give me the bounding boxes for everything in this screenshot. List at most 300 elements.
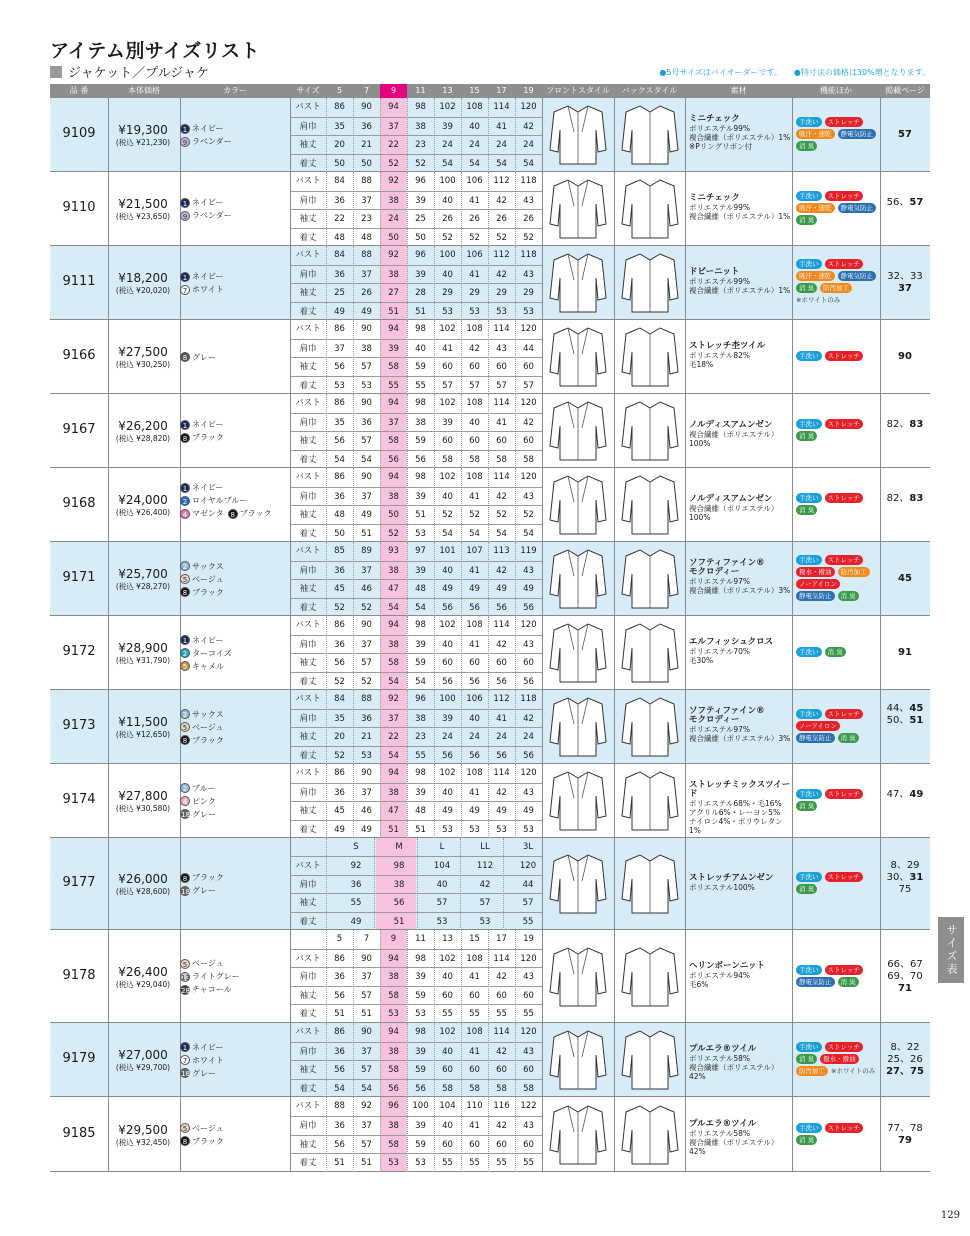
size-row (290, 468, 542, 487)
material-line: ポリエステル70% (689, 647, 750, 656)
color-list (180, 196, 290, 222)
size-divider (488, 930, 489, 1023)
size-value: 90 (361, 324, 372, 334)
table-row (50, 394, 930, 468)
size-value: 100 (439, 176, 456, 186)
size-row (290, 542, 542, 561)
size-value: 36 (334, 195, 345, 206)
size-divider (326, 172, 327, 246)
size-row (290, 505, 542, 524)
size-label: 袖丈 (299, 362, 317, 372)
color-list (180, 1122, 290, 1148)
size-label: 袖丈 (299, 214, 317, 224)
size-row (290, 413, 542, 432)
page-line (880, 1123, 930, 1135)
page-refs (880, 860, 930, 896)
size-value: 98 (415, 768, 426, 778)
size-value: 106 (466, 176, 483, 186)
column-divider (614, 394, 615, 467)
color-item (180, 782, 290, 795)
size-value: 60 (469, 1065, 480, 1075)
size-value: 90 (361, 472, 372, 482)
size-value: 39 (415, 195, 426, 206)
color-chip: 8 (180, 587, 190, 597)
size-value: 60 (523, 362, 534, 372)
material-line: ※Pリングリボン付 (689, 142, 753, 151)
function-badge: 手洗い (796, 709, 822, 719)
size-value: 90 (361, 768, 372, 778)
size-value: 42 (496, 639, 507, 650)
function-badge: 消 臭 (796, 505, 817, 515)
size-row (290, 561, 542, 580)
size-value: 38 (415, 121, 426, 132)
size-value: 37 (334, 343, 345, 354)
size-value: 42 (523, 417, 534, 428)
size-value: 97 (415, 546, 426, 556)
size-value: 60 (469, 658, 480, 668)
color-list (180, 957, 290, 996)
size-divider (407, 616, 408, 690)
size-value: 37 (361, 639, 372, 650)
material-line: 複合繊維（ポリエステル）1% (689, 133, 791, 142)
page-line (880, 1066, 930, 1078)
function-badges (792, 351, 880, 361)
size-row (290, 856, 542, 874)
material-title-2: モクロディー (689, 567, 740, 577)
page-ref: 56、 (886, 197, 910, 208)
material-line: ポリエステル97% (689, 725, 750, 734)
size-divider (353, 930, 354, 1023)
size-value: 49 (469, 584, 480, 594)
size-divider (488, 394, 489, 468)
size-label: 着丈 (299, 306, 317, 317)
size-divider (326, 394, 327, 468)
size-label: バスト (295, 1101, 321, 1111)
size-value: 52 (523, 510, 534, 520)
size-value: 92 (388, 176, 399, 186)
size-divider (380, 542, 381, 616)
size-value: 54 (469, 528, 480, 539)
size-value: 42 (496, 787, 507, 798)
size-label: 肩巾 (299, 879, 317, 890)
size-value: 56 (496, 676, 507, 687)
color-item (180, 734, 290, 747)
size-value: 50 (334, 158, 345, 169)
size-row (290, 431, 542, 450)
size-value: 94 (388, 472, 399, 482)
side-tab[interactable]: サイズ表 (938, 917, 964, 983)
color-chip: 1 (180, 198, 190, 208)
size-header-cell: LL (480, 842, 490, 852)
size-label: 袖丈 (299, 658, 317, 668)
front-illustration (546, 1102, 610, 1172)
size-value: 120 (520, 1027, 537, 1037)
size-value: 54 (523, 158, 534, 169)
item-number: 9111 (62, 274, 96, 289)
size-value: 49 (523, 806, 534, 816)
price-main: ¥28,900 (118, 641, 168, 655)
size-divider (488, 690, 489, 764)
size-value: 46 (361, 584, 372, 594)
front-illustration (546, 102, 610, 172)
size-value: 55 (523, 1009, 534, 1020)
color-name: ベージュ (192, 959, 224, 968)
material (685, 874, 792, 892)
size-grid (290, 468, 542, 542)
size-value: 56 (334, 362, 345, 372)
size-divider (380, 394, 381, 468)
item-number: 9174 (62, 792, 96, 807)
material (685, 559, 792, 595)
size-value: 112 (493, 176, 510, 186)
size-value: 48 (415, 806, 426, 816)
function-badge: 静電気防止 (796, 591, 835, 601)
size-value: 51 (361, 528, 372, 539)
size-divider (326, 98, 327, 172)
header-size-5: 5 (336, 86, 343, 95)
size-label: 袖丈 (299, 510, 317, 520)
size-value: 102 (439, 398, 456, 408)
size-value: 120 (520, 953, 537, 964)
header-color: カラー (223, 86, 247, 95)
size-divider (515, 320, 516, 394)
page-line (880, 419, 930, 431)
size-value: 48 (361, 232, 372, 243)
color-list (180, 634, 290, 673)
size-divider (353, 1097, 354, 1172)
function-badge: 静電気防止 (838, 203, 877, 213)
function-badge: 吸汗・速乾 (796, 203, 835, 213)
material (685, 638, 792, 665)
size-value: 116 (493, 1101, 510, 1111)
color-chip: 1 (180, 483, 190, 493)
size-value: 52 (442, 232, 453, 243)
price-main: ¥19,300 (118, 123, 168, 137)
page-ref: 83 (909, 419, 924, 430)
size-header-cell: 15 (469, 934, 480, 944)
price-main: ¥26,400 (118, 964, 168, 979)
size-row (290, 1135, 542, 1154)
size-divider (353, 394, 354, 468)
size-value: 42 (496, 195, 507, 206)
page-ref: 27、75 (886, 1066, 924, 1077)
size-value: 37 (361, 565, 372, 576)
size-value: 42 (469, 343, 480, 354)
size-header-cell: 9 (390, 934, 397, 944)
size-value: 29 (496, 288, 507, 298)
size-value: 36 (361, 121, 372, 132)
size-divider (515, 172, 516, 246)
size-value: 92 (388, 250, 399, 260)
size-row (290, 524, 542, 543)
size-value: 42 (523, 713, 534, 724)
size-header-cell: M (395, 842, 403, 852)
size-divider (380, 690, 381, 764)
size-label: 袖丈 (299, 140, 317, 150)
color-name: ネイビー (192, 635, 224, 645)
size-divider (434, 98, 435, 172)
size-value: 58 (442, 454, 453, 465)
color-name: マゼンタ (192, 509, 224, 518)
material (685, 707, 792, 743)
size-divider (461, 320, 462, 394)
page-line (880, 493, 930, 505)
size-row (290, 228, 542, 247)
size-value: 58 (523, 1083, 534, 1094)
size-value: 60 (496, 1065, 507, 1075)
size-divider (326, 930, 327, 1023)
header-size-7: 7 (363, 86, 370, 95)
size-value: 39 (388, 343, 399, 354)
color-item (180, 1041, 290, 1054)
function-badge: 手洗い (796, 555, 822, 565)
function-badge: 防汚加工 (838, 567, 870, 577)
column-divider (542, 246, 543, 319)
size-label: 着丈 (299, 824, 317, 835)
size-value: 53 (334, 380, 345, 391)
size-value: 60 (469, 362, 480, 372)
color-name: グレー (192, 886, 216, 895)
function-badge: 撥水・撥油 (796, 567, 835, 577)
size-value: 57 (361, 436, 372, 446)
size-divider (353, 468, 354, 542)
material (685, 115, 792, 151)
color-chip: 2 (180, 496, 190, 506)
size-value: 102 (439, 1027, 456, 1037)
item-number: 9166 (62, 348, 96, 363)
color-list (180, 782, 290, 821)
size-divider (515, 468, 516, 542)
size-value: 49 (361, 510, 372, 520)
note-2: ●特寸法の価格は30%増となります。 (793, 68, 930, 77)
front-illustration (546, 768, 610, 838)
color-name: ブラック (192, 433, 224, 442)
size-grid (290, 320, 542, 394)
size-value: 60 (469, 1139, 480, 1150)
page-refs (880, 493, 930, 505)
page-line (880, 715, 930, 727)
size-value: 41 (469, 195, 480, 206)
size-divider (434, 542, 435, 616)
color-chip: 8 (180, 1136, 190, 1146)
function-badge: 消 臭 (796, 801, 817, 811)
size-grid (290, 172, 542, 246)
function-badge: ストレッチ (825, 555, 863, 565)
color-chip: 8 (228, 509, 238, 519)
size-divider (434, 930, 435, 1023)
size-divider (515, 246, 516, 320)
size-value: 40 (469, 121, 480, 132)
size-value: 120 (520, 472, 537, 482)
size-divider (461, 690, 462, 764)
size-label: 肩巾 (299, 121, 317, 132)
color-list (180, 418, 290, 444)
size-value: 52 (496, 232, 507, 243)
material-line: ポリエステル68%・毛16% (689, 799, 782, 808)
size-divider (353, 98, 354, 172)
size-value: 60 (523, 1065, 534, 1075)
size-divider (326, 246, 327, 320)
price-main: ¥11,500 (118, 715, 168, 729)
size-row (290, 357, 542, 376)
color-item (180, 808, 290, 821)
size-value: 35 (334, 121, 345, 132)
size-value: 40 (442, 269, 453, 280)
price-main: ¥27,000 (118, 1048, 168, 1062)
column-divider (542, 320, 543, 393)
size-row (290, 579, 542, 598)
size-value: 52 (361, 676, 372, 687)
size-value: 39 (415, 1120, 426, 1131)
size-value: 60 (442, 990, 453, 1001)
size-value: 22 (388, 732, 399, 742)
size-row (290, 98, 542, 117)
size-value: 56 (469, 676, 480, 687)
color-item (180, 957, 290, 970)
material-title: ストレッチミックスツイード (689, 780, 791, 799)
size-value: 55 (496, 1009, 507, 1020)
function-badge: 撥水・撥油 (820, 1054, 859, 1064)
table-row (50, 468, 930, 542)
color-chip: 28 (181, 986, 190, 995)
size-label: 袖丈 (299, 436, 317, 446)
material-line: ナイロン4%・ポリウレタン1% (689, 817, 783, 835)
size-label: 肩巾 (299, 269, 317, 280)
page-ref: 45 (898, 573, 912, 584)
size-divider (434, 246, 435, 320)
price (108, 197, 178, 222)
page-line (880, 283, 930, 295)
size-header-cell: 5 (336, 934, 343, 944)
size-value: 84 (334, 250, 345, 260)
size-value: 35 (334, 417, 345, 428)
size-value: 108 (466, 324, 483, 334)
function-badge: ※ホワイトのみ (831, 1067, 876, 1075)
size-value: 20 (334, 732, 345, 742)
size-value: 100 (439, 694, 456, 704)
size-divider (353, 246, 354, 320)
section-subtitle (50, 62, 209, 81)
size-value: 53 (523, 306, 534, 317)
item-number: 9173 (62, 718, 96, 733)
size-value: 54 (442, 528, 453, 539)
column-divider (542, 690, 543, 763)
page-ref: 50、 (886, 715, 910, 726)
size-value: 56 (415, 454, 426, 465)
size-value: 100 (412, 1101, 429, 1111)
front-illustration (546, 694, 610, 764)
page-number: 129 (940, 1210, 960, 1221)
size-value: 20 (334, 140, 345, 150)
size-value: 120 (520, 324, 537, 334)
back-illustration (618, 398, 682, 468)
size-row (290, 1004, 542, 1023)
column-divider (614, 616, 615, 689)
page-line (880, 351, 930, 363)
size-label: 肩巾 (299, 491, 317, 502)
size-value: 24 (469, 140, 480, 150)
size-value: 56 (469, 602, 480, 613)
function-badges (792, 191, 880, 225)
size-divider (407, 98, 408, 172)
column-divider (614, 930, 615, 1022)
column-divider (614, 542, 615, 615)
price-tax: (税込 ¥12,650) (115, 730, 171, 739)
size-value: 86 (334, 472, 345, 482)
size-divider (515, 394, 516, 468)
size-divider (461, 1097, 462, 1172)
size-value: 39 (442, 713, 453, 724)
size-value: 43 (523, 1046, 534, 1057)
page-ref: 30、 (886, 872, 910, 883)
size-value: 120 (520, 398, 537, 408)
size-label: 着丈 (299, 602, 317, 613)
color-item (180, 970, 290, 983)
price-tax: (税込 ¥21,230) (115, 138, 171, 147)
size-value: 23 (415, 140, 426, 150)
size-value: 26 (442, 214, 453, 224)
size-value: 94 (388, 768, 399, 778)
size-row (290, 394, 542, 413)
page-refs (880, 959, 930, 995)
page-line (880, 197, 930, 209)
size-grid (290, 764, 542, 838)
size-value: 49 (334, 824, 345, 835)
function-badge: ストレッチ (825, 117, 863, 127)
page-line (880, 884, 930, 896)
color-item (180, 795, 290, 808)
size-value: 58 (442, 1083, 453, 1094)
color-name: ブラック (192, 1136, 224, 1146)
size-value: 39 (415, 787, 426, 798)
color-item (180, 660, 290, 673)
size-row (290, 912, 542, 930)
front-illustration (546, 1027, 610, 1097)
size-divider (503, 838, 504, 930)
size-value: 90 (361, 953, 372, 964)
material-line: ポリエステル99% (689, 277, 750, 286)
page-line (880, 1054, 930, 1066)
function-badge: ストレッチ (825, 259, 863, 269)
page-ref: 90 (898, 351, 912, 362)
table-row (50, 1097, 930, 1172)
size-divider (434, 616, 435, 690)
material-line: ポリエステル99% (689, 124, 750, 133)
color-list (180, 871, 290, 897)
size-value: 47 (388, 584, 399, 594)
size-value: 60 (523, 1139, 534, 1150)
color-name: ラベンダー (192, 137, 232, 146)
size-value: 51 (388, 824, 399, 835)
size-value: 54 (388, 602, 399, 613)
size-value: 58 (388, 990, 399, 1001)
size-value: 98 (415, 1027, 426, 1037)
size-value: 45 (334, 806, 345, 816)
material-title: ストレッチアムンゼン (689, 873, 774, 883)
price-main: ¥27,500 (118, 345, 168, 359)
size-value: 56 (523, 602, 534, 613)
size-row (290, 820, 542, 839)
size-value: 38 (388, 269, 399, 280)
size-value: 36 (334, 1120, 345, 1131)
column-divider (542, 98, 543, 171)
size-value: 49 (523, 584, 534, 594)
size-value: 108 (466, 398, 483, 408)
size-value: 49 (442, 584, 453, 594)
color-name: ブラック (192, 587, 224, 597)
size-row (290, 727, 542, 746)
size-value: 24 (469, 732, 480, 742)
